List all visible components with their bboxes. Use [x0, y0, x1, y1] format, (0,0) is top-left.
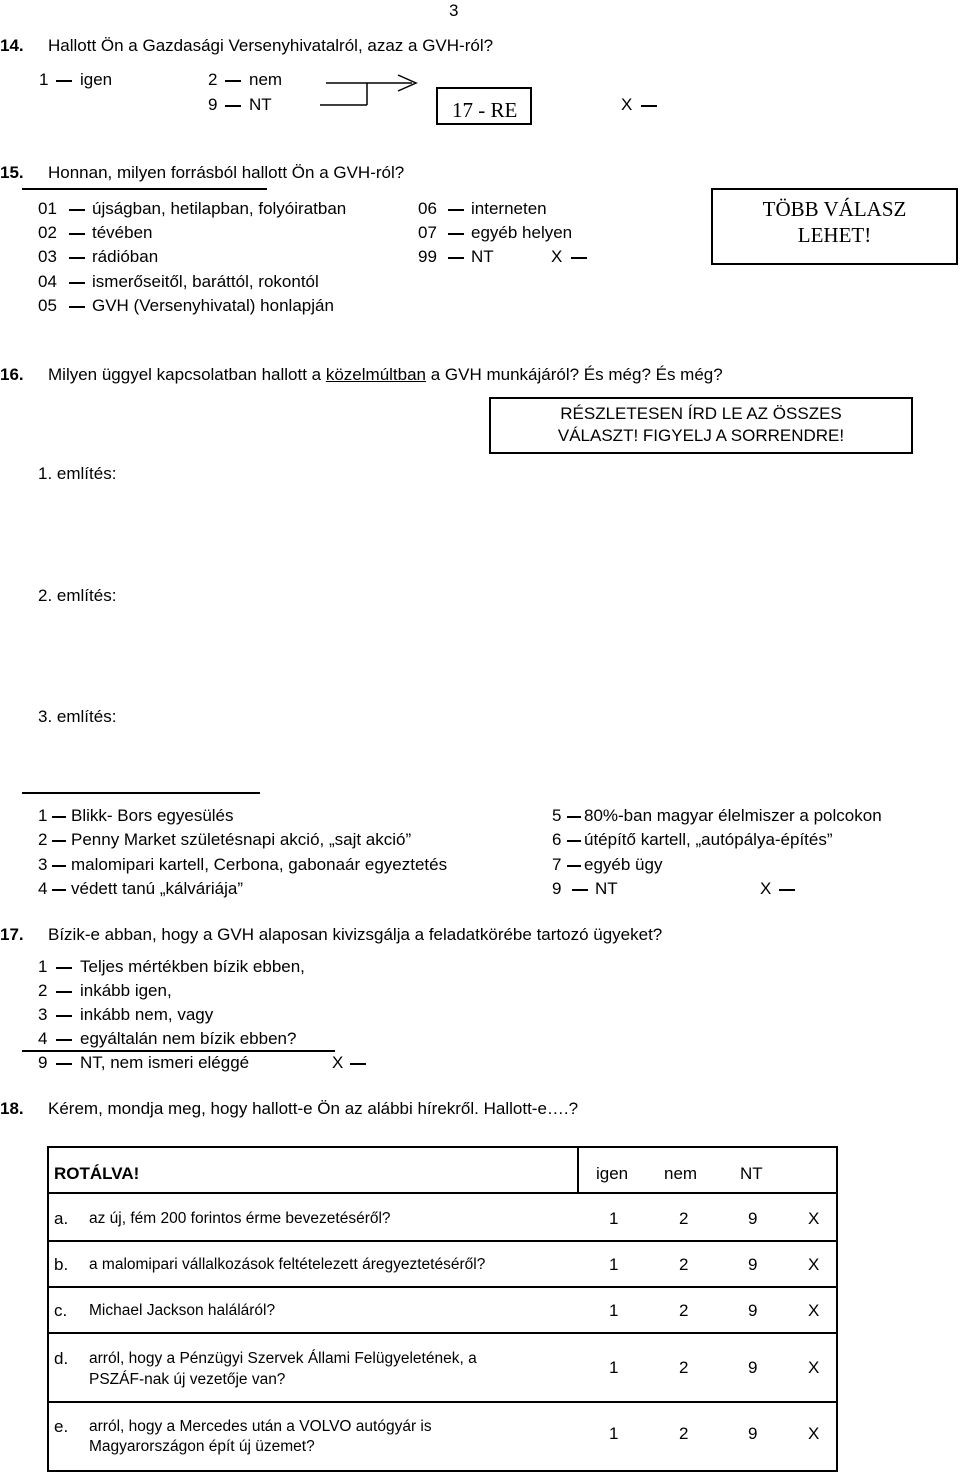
table-row-text: az új, fém 200 forintos érme bevezetéséről?	[89, 1210, 391, 1227]
q15-label: újságban, hetilapban, folyóiratban	[92, 199, 347, 218]
code-igen[interactable]: 1	[609, 1424, 619, 1443]
code-x[interactable]: X	[808, 1358, 820, 1377]
mention-3-label: 3. említés:	[38, 707, 117, 726]
q14-number: 14.	[0, 36, 24, 55]
q17-question: Bízik-e abban, hogy a GVH alaposan kivizsgálja a feladatkörébe tartozó ügyeket?	[48, 925, 663, 944]
q15-label: NT	[471, 247, 494, 266]
q15-code: 04	[38, 272, 57, 291]
code-igen[interactable]: 1	[609, 1358, 619, 1377]
q16-code: 7	[552, 855, 562, 874]
dash	[571, 257, 587, 259]
q16-code: 2	[38, 830, 48, 849]
code-nt[interactable]: 9	[748, 1255, 758, 1274]
q16-code: 3	[38, 855, 48, 874]
dash	[56, 1015, 72, 1017]
dash	[52, 865, 66, 867]
q17-code: 3	[38, 1005, 48, 1024]
q15-code: 02	[38, 223, 57, 242]
dash	[572, 889, 588, 891]
q14-option-code: 2	[208, 70, 218, 89]
table-header-nem: nem	[664, 1164, 698, 1183]
q16-code: 5	[552, 806, 562, 825]
q15-code: 07	[418, 223, 437, 242]
q16-label: útépítő kartell, „autópálya-építés”	[584, 830, 833, 849]
dash	[567, 865, 581, 867]
dash	[350, 1063, 366, 1065]
note-line: LEHET!	[797, 223, 872, 247]
code-nt[interactable]: 9	[748, 1358, 758, 1377]
q16-number: 16.	[0, 365, 24, 384]
dash	[641, 105, 657, 107]
dash	[56, 80, 72, 82]
code-nem[interactable]: 2	[679, 1209, 689, 1228]
q15-code: 03	[38, 247, 57, 266]
instruction-line: RÉSZLETESEN ÍRD LE AZ ÖSSZES	[560, 404, 842, 423]
dash	[448, 257, 464, 259]
table-row-text: Magyarországon épít új üzemet?	[89, 1438, 315, 1455]
q17-label: inkább nem, vagy	[80, 1005, 214, 1024]
q15-code: 05	[38, 296, 57, 315]
dash	[52, 840, 66, 842]
q15-code: 99	[418, 247, 437, 266]
dash	[225, 80, 241, 82]
dash	[56, 967, 72, 969]
q15-code: 01	[38, 199, 57, 218]
q17-code: 4	[38, 1029, 48, 1048]
page-number: 3	[449, 1, 459, 20]
code-nem[interactable]: 2	[679, 1255, 689, 1274]
q16-label: Blikk- Bors egyesülés	[71, 806, 234, 825]
dash	[448, 233, 464, 235]
q17-label: Teljes mértékben bízik ebben,	[80, 957, 305, 976]
q17-code: 1	[38, 957, 48, 976]
q17-label: NT, nem ismeri eléggé	[80, 1053, 250, 1072]
x-code: X	[551, 247, 563, 266]
dash	[69, 257, 85, 259]
table-row-text: Michael Jackson haláláról?	[89, 1302, 276, 1319]
dash	[779, 889, 795, 891]
q17-number: 17.	[0, 925, 24, 944]
separator-line	[22, 1050, 335, 1052]
q17-code: 9	[38, 1053, 48, 1072]
mention-2-label: 2. említés:	[38, 586, 117, 605]
q16-code: 1	[38, 806, 48, 825]
table-row-text: PSZÁF-nak új vezetője van?	[89, 1371, 286, 1388]
q16-question: Milyen üggyel kapcsolatban hallott a közelmúltban a GVH munkájáról? És még? És még?	[48, 365, 723, 384]
separator-line	[22, 188, 267, 190]
skip-box-label: 17 - RE	[452, 98, 518, 122]
q16-code: 9	[552, 879, 562, 898]
dash	[567, 816, 581, 818]
q18-question: Kérem, mondja meg, hogy hallott-e Ön az alábbi hírekről. Hallott-e….?	[48, 1099, 579, 1118]
q14-option-label: NT	[249, 95, 272, 114]
q14-option-label: igen	[80, 70, 113, 89]
table-row-line	[47, 1192, 838, 1194]
dash	[52, 816, 66, 818]
table-row-text: arról, hogy a Mercedes után a VOLVO autógyár is	[89, 1418, 432, 1435]
q16-label: 80%-ban magyar élelmiszer a polcokon	[584, 806, 882, 825]
table-divider	[577, 1146, 579, 1194]
q15-label: egyéb helyen	[471, 223, 573, 242]
dash	[69, 233, 85, 235]
dash	[567, 840, 581, 842]
code-nem[interactable]: 2	[679, 1301, 689, 1320]
dash	[52, 889, 66, 891]
q17-code: 2	[38, 981, 48, 1000]
rotate-label: ROTÁLVA!	[54, 1164, 140, 1183]
q15-label: tévében	[92, 223, 153, 242]
q15-label: GVH (Versenyhivatal) honlapján	[92, 296, 334, 315]
dash	[56, 1063, 72, 1065]
table-row-letter: b.	[54, 1255, 69, 1274]
q15-question: Honnan, milyen forrásból hallott Ön a GVH-ról?	[48, 163, 405, 182]
q15-label: ismerőseitől, baráttól, rokontól	[92, 272, 319, 291]
instruction-line: VÁLASZT! FIGYELJ A SORRENDRE!	[557, 426, 845, 445]
q16-code: 4	[38, 879, 48, 898]
q15-code: 06	[418, 199, 437, 218]
code-nt[interactable]: 9	[748, 1301, 758, 1320]
code-x[interactable]: X	[808, 1209, 820, 1228]
x-code: X	[760, 879, 772, 898]
q16-label: Penny Market születésnapi akció, „sajt akció”	[71, 830, 412, 849]
table-row-text: a malomipari vállalkozások feltételezett áregyeztetéséről?	[89, 1256, 486, 1273]
code-nem[interactable]: 2	[679, 1358, 689, 1377]
note-line: TÖBB VÁLASZ	[762, 197, 907, 221]
q16-label: egyéb ügy	[584, 855, 663, 874]
q15-label: interneten	[471, 199, 547, 218]
code-nt[interactable]: 9	[748, 1424, 758, 1443]
q14-option-code: 1	[39, 70, 49, 89]
table-header-igen: igen	[596, 1164, 629, 1183]
table-row-line	[47, 1240, 838, 1242]
code-igen[interactable]: 1	[609, 1301, 619, 1320]
code-igen[interactable]: 1	[609, 1255, 619, 1274]
q16-label: NT	[595, 879, 618, 898]
table-row-text: arról, hogy a Pénzügyi Szervek Állami Felügyeletének, a	[89, 1350, 477, 1367]
code-x[interactable]: X	[808, 1424, 820, 1443]
q14-option-code: 9	[208, 95, 218, 114]
q14-option-label: nem	[249, 70, 283, 89]
q15-label: rádióban	[92, 247, 159, 266]
dash	[56, 991, 72, 993]
table-header-nt: NT	[740, 1164, 763, 1183]
x-code: X	[332, 1053, 344, 1072]
table-row-line	[47, 1332, 838, 1334]
dash	[69, 209, 85, 211]
dash	[69, 282, 85, 284]
dash	[56, 1039, 72, 1041]
dash	[448, 209, 464, 211]
table-row-letter: c.	[54, 1301, 68, 1320]
code-x[interactable]: X	[808, 1255, 820, 1274]
q17-label: egyáltalán nem bízik ebben?	[80, 1029, 297, 1048]
skip-arrow-icon	[320, 72, 430, 112]
code-nt[interactable]: 9	[748, 1209, 758, 1228]
dash	[225, 105, 241, 107]
code-x[interactable]: X	[808, 1301, 820, 1320]
table-row-letter: a.	[54, 1209, 69, 1228]
x-code: X	[621, 95, 633, 114]
q16-code: 6	[552, 830, 562, 849]
table-row-letter: d.	[54, 1349, 69, 1368]
table-row-line	[47, 1401, 838, 1403]
q17-label: inkább igen,	[80, 981, 172, 1000]
q15-number: 15.	[0, 163, 24, 182]
dash	[69, 306, 85, 308]
q14-question: Hallott Ön a Gazdasági Versenyhivatalról, azaz a GVH-ról?	[48, 36, 494, 55]
table-row-line	[47, 1286, 838, 1288]
q18-number: 18.	[0, 1099, 24, 1118]
code-nem[interactable]: 2	[679, 1424, 689, 1443]
q16-label: malomipari kartell, Cerbona, gabonaár egyeztetés	[71, 855, 448, 874]
q16-label: védett tanú „kálváriája”	[71, 879, 243, 898]
separator-line	[22, 792, 260, 794]
code-igen[interactable]: 1	[609, 1209, 619, 1228]
table-row-letter: e.	[54, 1417, 69, 1436]
mention-1-label: 1. említés:	[38, 464, 117, 483]
